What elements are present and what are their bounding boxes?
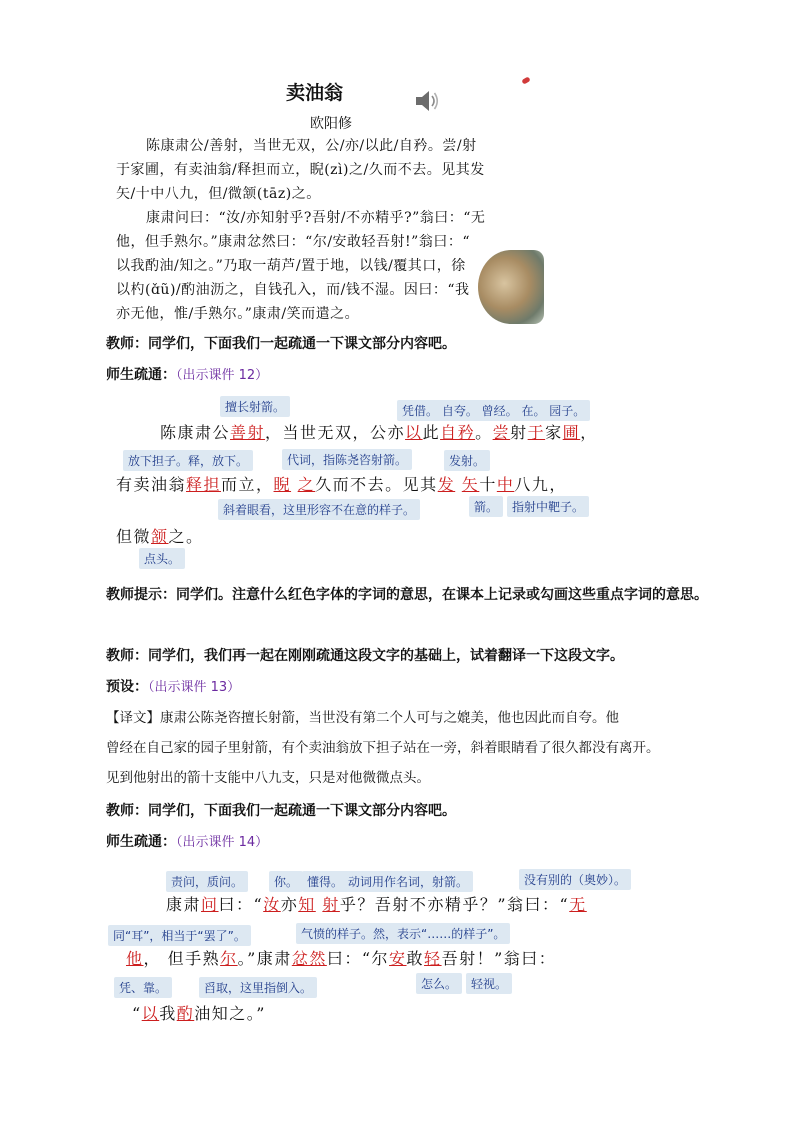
text: ，: [580, 423, 598, 442]
key-word: 矢: [461, 475, 480, 494]
annotation-tag: 轻视。: [466, 973, 512, 994]
annotation-tag: 点头。: [139, 548, 185, 569]
annotation-tag: 懂得。: [302, 871, 348, 892]
teacher-tip: 教师提示：同学们。注意什么红色字体的字词的意思，在课本上记录或勾画这些重点字词的意思。: [106, 587, 708, 603]
text: 八九，: [514, 475, 567, 494]
poem-title: 卖油翁: [286, 82, 344, 104]
shutong-text: 师生疏通：: [106, 834, 176, 850]
text: 而立，: [221, 475, 274, 494]
translation-line: 见到他射出的箭十支能中八九支，只是对他微微点头。: [106, 770, 430, 786]
decorative-mark: [521, 76, 530, 84]
key-word: 善射: [230, 423, 266, 442]
annotation-tag: 舀取，这里指倒入。: [199, 977, 317, 998]
text: 康肃: [166, 895, 202, 914]
shutong-text: 师生疏通：: [106, 367, 176, 383]
key-word: 射: [322, 895, 340, 914]
text: 陈康肃公: [160, 423, 231, 442]
speaker-icon[interactable]: [412, 86, 442, 116]
key-word: 以: [405, 423, 423, 442]
teacher-line: 教师：同学们，我们再一起在刚刚疏通这段文字的基础上，试着翻译一下这段文字。: [106, 648, 624, 664]
passage-line: [166, 892, 587, 915]
text: 但微: [116, 527, 152, 546]
passage-line: [126, 946, 556, 969]
translation-line: 【译文】康肃公陈尧咨擅长射箭，当世没有第二个人可与之媲美，他也因此而自夸。他: [106, 710, 619, 726]
poem-line: 于家圃，有卖油翁/释担而立，睨(zì)之/久而不去。见其发: [116, 162, 485, 178]
text: 亦: [280, 895, 299, 914]
shutong-label: [106, 364, 268, 384]
annotation-tag: 没有别的（奥妙）。: [519, 869, 631, 890]
key-word: 安: [389, 949, 407, 968]
text: 射: [510, 423, 528, 442]
key-word: 发: [437, 475, 456, 494]
teacher-line: 教师：同学们，下面我们一起疏通一下课文部分内容吧。: [106, 336, 456, 352]
text: 有卖油翁: [116, 475, 187, 494]
slide-cue: （出示课件 12）: [176, 368, 269, 383]
slide-cue: （出示课件 14）: [176, 835, 269, 850]
key-word: 以: [141, 1004, 160, 1023]
text: ， 但手熟: [143, 949, 221, 968]
text: 敢: [406, 949, 425, 968]
illustration-image: [478, 250, 544, 324]
annotation-tag: 指射中靶子。: [507, 496, 589, 517]
poem-line: 以我酌油/知之。”乃取一葫芦/置于地，以钱/覆其口，徐: [116, 258, 466, 274]
key-word: 之: [297, 475, 316, 494]
key-word: 忿然: [291, 949, 327, 968]
key-word: 中: [496, 475, 515, 494]
text: 。”康肃: [237, 949, 292, 968]
text: 。: [475, 423, 493, 442]
text: 乎？吾射不亦精乎？”翁曰：“: [339, 895, 570, 914]
passage-line: [116, 472, 567, 495]
key-word: 自矜: [440, 423, 476, 442]
poem-line: 他，但手熟尔。”康肃忿然曰：“尔/安敢轻吾射!”翁曰：“: [116, 234, 470, 250]
text: 曰：“: [218, 895, 264, 914]
poem-author: 欧阳修: [310, 116, 352, 132]
slide-cue: （出示课件 13）: [148, 680, 241, 695]
text: 十: [479, 475, 497, 494]
poem-line: 陈康肃公/善射，当世无双，公/亦/以此/自矜。尝/射: [146, 138, 477, 154]
key-word: 尔: [220, 949, 238, 968]
key-word: 尝: [492, 423, 511, 442]
annotation-tag: 斜着眼看，这里形容不在意的样子。: [218, 499, 420, 520]
annotation-tag: 擅长射箭。: [220, 396, 290, 417]
text: 吾射！”翁曰：: [441, 949, 557, 968]
text: 油知之。”: [194, 1004, 266, 1023]
text: [291, 475, 298, 494]
key-word: 圃: [562, 423, 581, 442]
passage-line: [116, 524, 204, 547]
key-word: 无: [569, 895, 587, 914]
teacher-line: 教师：同学们，下面我们一起疏通一下课文部分内容吧。: [106, 803, 456, 819]
poem-line: 康肃问曰：“汝/亦知射乎?吾射/不亦精乎?”翁曰：“无: [146, 210, 486, 226]
annotation-tag: 你。: [269, 871, 303, 892]
key-word: 酌: [176, 1004, 195, 1023]
annotation-tag: 气愤的样子。然，表示“……的样子”。: [296, 923, 510, 944]
key-word: 知: [298, 895, 316, 914]
preset-label: [106, 676, 240, 696]
passage-line: [132, 1001, 266, 1024]
key-word: 汝: [263, 895, 281, 914]
annotation-tag: 怎么。: [416, 973, 462, 994]
shutong-label: [106, 831, 268, 851]
poem-line: 亦无他，惟/手熟尔。”康肃/笑而遣之。: [116, 306, 360, 322]
key-word: 颔: [151, 527, 169, 546]
annotation-tag: 代词，指陈尧咨射箭。: [282, 449, 412, 470]
annotation-tag: 凭、靠。: [114, 977, 172, 998]
annotation-tag: 同“耳”，相当于“罢了”。: [108, 925, 251, 946]
passage-line: [160, 420, 598, 443]
annotation-tag: 发射。: [444, 450, 490, 471]
key-word: 他: [126, 949, 144, 968]
poem-line: 矢/十中八九，但/微颔(tāz)之。: [116, 186, 321, 202]
text: “: [132, 1004, 142, 1023]
annotation-tag: 动词用作名词，射箭。: [343, 871, 473, 892]
text: 久而不去。见其: [315, 475, 438, 494]
preset-text: 预设：: [106, 679, 148, 695]
text: 家: [545, 423, 563, 442]
key-word: 问: [201, 895, 219, 914]
key-word: 于: [527, 423, 546, 442]
annotation-tag: 放下担子。释，放下。: [123, 450, 253, 471]
text: [455, 475, 462, 494]
translation-line: 曾经在自己家的园子里射箭，有个卖油翁放下担子站在一旁，斜着眼睛看了很久都没有离开。: [106, 740, 660, 756]
annotation-tag: 凭借。 自夸。 曾经。 在。 园子。: [397, 400, 590, 421]
key-word: 睨: [273, 475, 292, 494]
annotation-tag: 箭。: [469, 496, 503, 517]
key-word: 轻: [424, 949, 442, 968]
poem-line: 以杓(ɑ̌ũ)/酌油沥之，自钱孔入，而/钱不湿。因曰：“我: [116, 282, 470, 298]
key-word: 释担: [186, 475, 222, 494]
text: 曰：“尔: [326, 949, 390, 968]
text: 此: [422, 423, 441, 442]
text: 我: [159, 1004, 177, 1023]
annotation-tag: 责问，质问。: [166, 871, 248, 892]
text: 之。: [168, 527, 204, 546]
text: ，当世无双，公亦: [265, 423, 406, 442]
